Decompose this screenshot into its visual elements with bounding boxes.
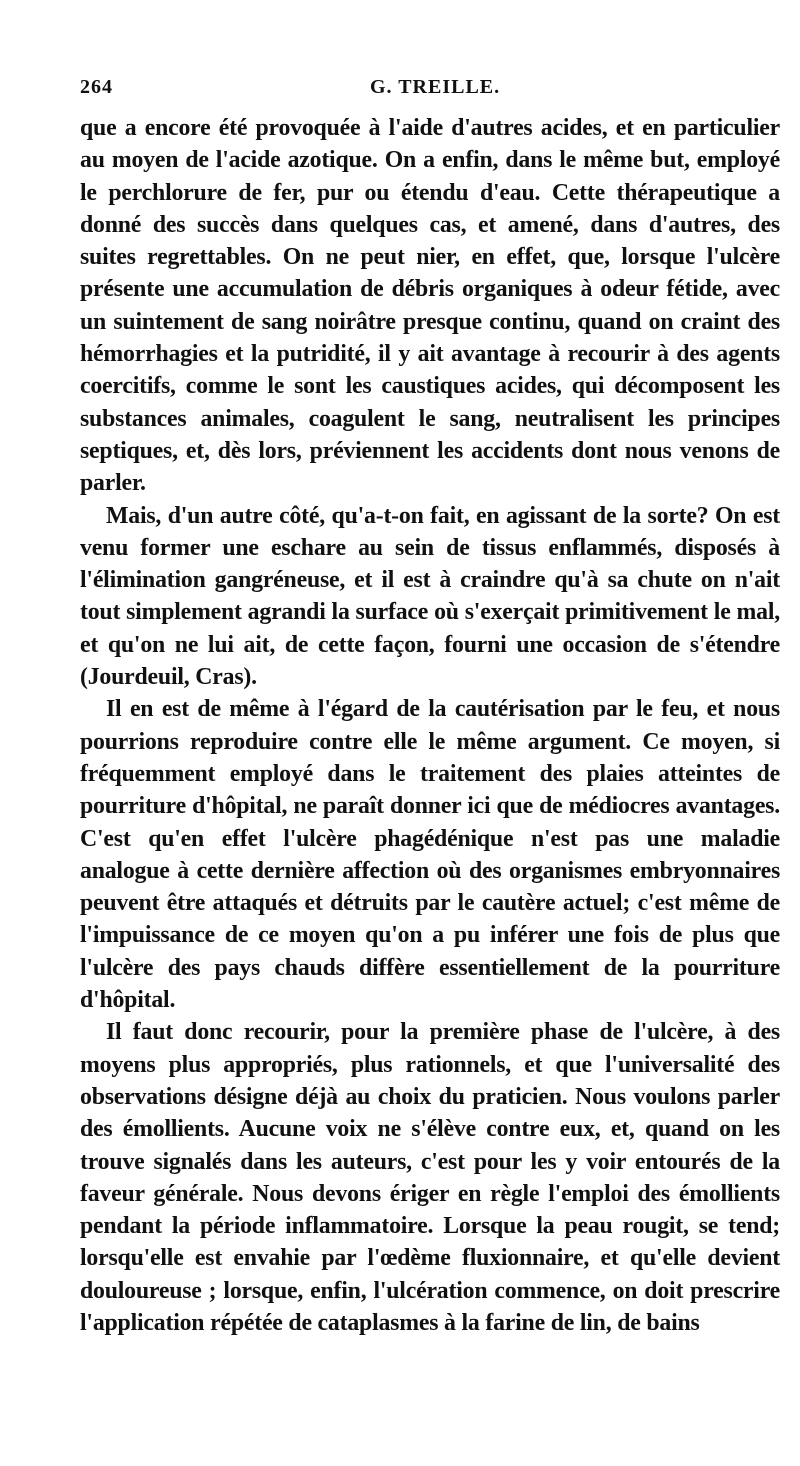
- paragraph-4: Il faut donc recourir, pour la première phase de l'ulcère, à des moyens plus appropriés, plus rationnels, et que l'universalité des observations désigne déjà au choix du praticien. Nous voulons parler des émollients. Aucune voix ne s'élève contre eux, et, quand on les trouve signalés dans les auteurs, c'est pour les y voir entourés de la faveur générale. Nous devons ériger en règle l'emploi des émollients pendant la période inflammatoire. Lorsque la peau rougit, se tend; lorsqu'elle est envahie par l'œdème fluxionnaire, et qu'elle devient douloureuse ; lorsque, enfin, l'ulcération commence, on doit prescrire l'application répétée de cataplasmes à la farine de lin, de bains: [80, 1019, 780, 1336]
- body-text: [80, 112, 780, 1339]
- page-number: 264: [80, 76, 113, 98]
- running-header: [80, 76, 780, 106]
- paragraph-3: Il en est de même à l'égard de la cautérisation par le feu, et nous pourrions reproduire contre elle le même argument. Ce moyen, si fréquemment employé dans le traitement des plaies atteintes de pourriture d'hôpital, ne paraît donner ici que de médiocres avantages. C'est qu'en effet l'ulcère phagédénique n'est pas une maladie analogue à cette dernière affection où des organismes embryonnaires peuvent être attaqués et détruits par le cautère actuel; c'est même de l'impuissance de ce moyen qu'on a pu inférer une fois de plus que l'ulcère des pays chauds diffère essentiellement de la pourriture d'hôpital.: [80, 696, 780, 1014]
- running-title: G. TREILLE.: [370, 76, 501, 98]
- paragraph-2: Mais, d'un autre côté, qu'a-t-on fait, en agissant de la sorte? On est venu former une eschare au sein de tissus enflammés, disposés à l'élimination gangréneuse, et il est à craindre qu'à sa chute on n'ait tout simplement agrandi la surface où s'exerçait primitivement le mal, et qu'on ne lui ait, de cette façon, fourni une occasion de s'étendre (Jourdeuil, Cras).: [80, 502, 780, 691]
- paragraph-1: que a encore été provoquée à l'aide d'autres acides, et en particulier au moyen de l'acide azotique. On a enfin, dans le même but, employé le perchlorure de fer, pur ou étendu d'eau. Cette thérapeutique a donné des succès dans quelques cas, et amené, dans d'autres, des suites regrettables. On ne peut nier, en effet, que, lorsque l'ulcère présente une accumulation de débris organiques à odeur fétide, avec un suintement de sang noirâtre presque continu, quand on craint des hémorrhagies et la putridité, il y ait avantage à recourir à des agents coercitifs, comme le sont les caustiques acides, qui décomposent les substances animales, coagulent le sang, neutralisent les principes septiques, et, dès lors, préviennent les accidents dont nous venons de parler.: [80, 115, 780, 497]
